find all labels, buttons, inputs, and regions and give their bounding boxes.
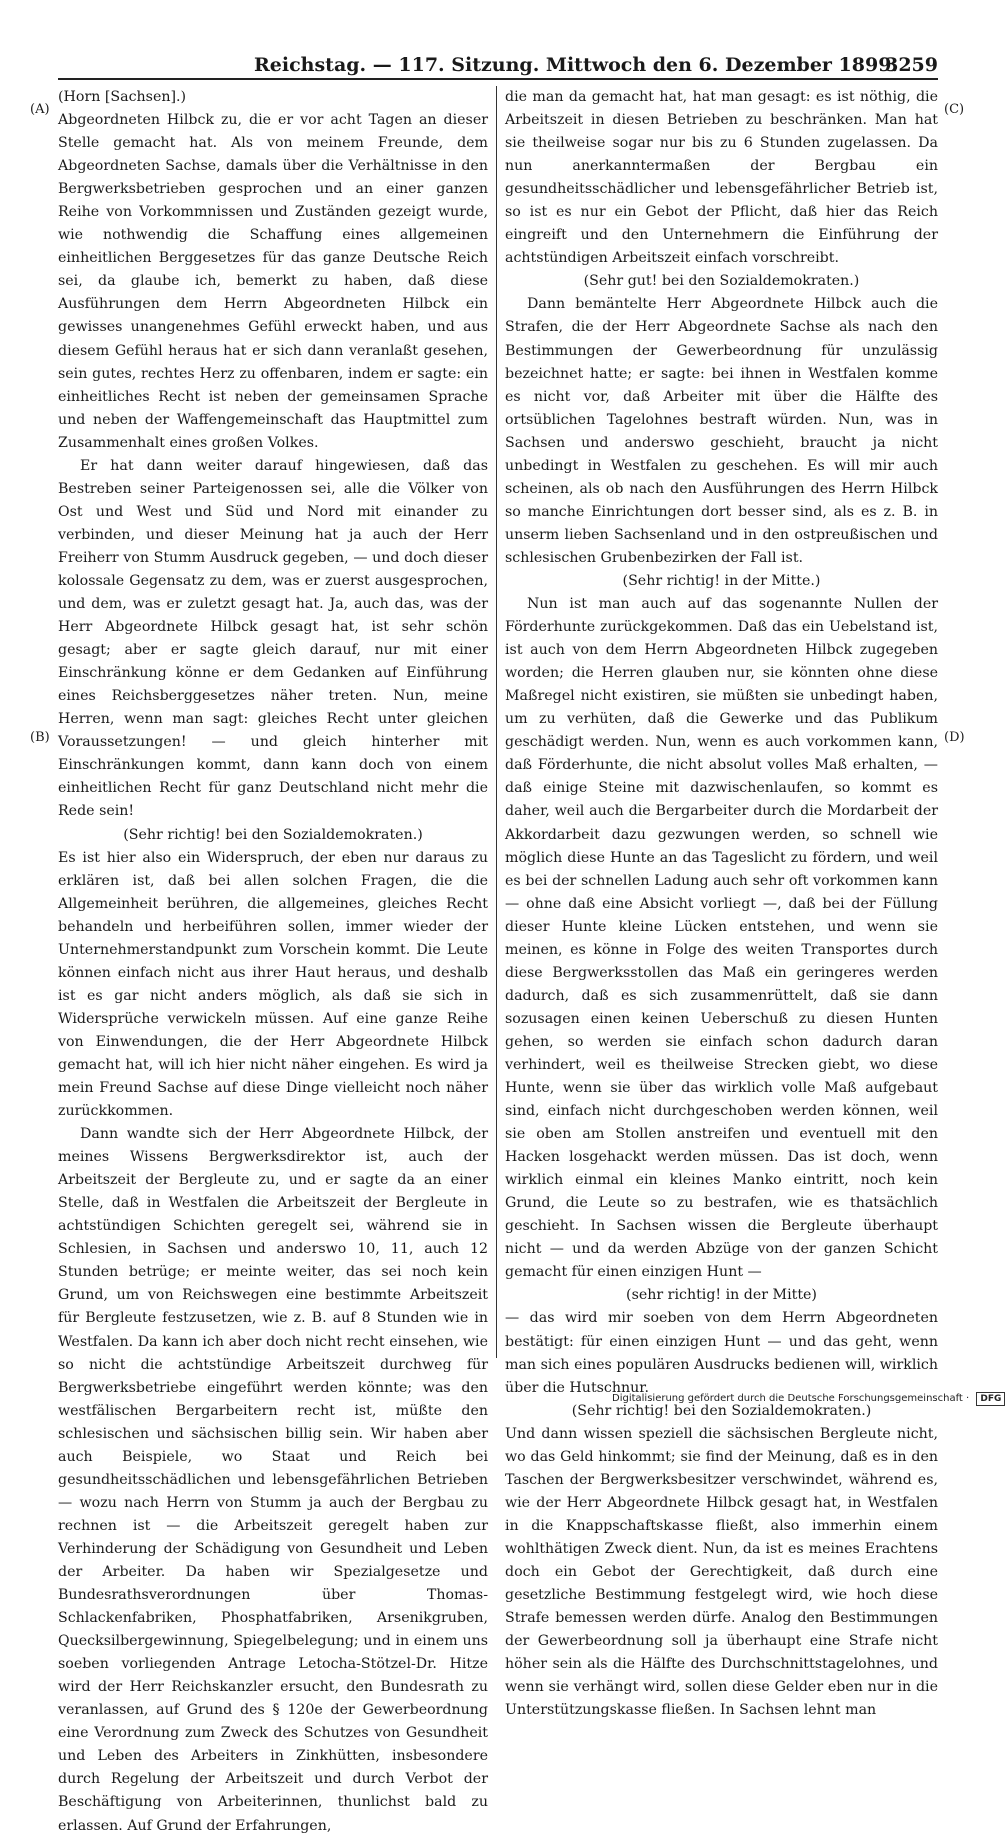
interjection: (Sehr richtig! bei den Sozialdemokraten.) bbox=[123, 826, 423, 843]
interjection: (Sehr richtig! in der Mitte.) bbox=[622, 572, 821, 589]
page-number: 3259 bbox=[885, 54, 938, 76]
paragraph: Nun ist man auch auf das sogenannte Nullen der Förderhunte zurückgekommen. Daß das ein Uebelstand ist, ist auch von dem Herrn Abgeordneten Hilbck zugegeben worden; die Herren glauben nur, sie könnten ohne diese Maßregel nicht existiren, sie müßten sie unbedingt haben, um zu verhüten, daß die Gewerke und das Publikum geschädigt werden. Nun, wenn es auch vorkommen kann, daß Förderhunte, die nicht absolut volles Maß erhalten, — daß einige Steine mit dazwischenlaufen, so kommt es daher, weil auch die Bergarbeiter durch die Mordarbeit der Akkordarbeit dazu gezwungen werden, so schnell wie möglich diese Hunte an das Tageslicht zu fördern, und weil es bei der schnellen Ladung auch sehr oft vorkommen kann — ohne daß eine Absicht vorliegt —, daß bei der Füllung dieser Hunte kleine Lücken entstehen, und wenn sie meinen, es könne in Folge des weiten Transportes durch diese Bergwerksstollen das Maß ein geringeres werden dadurch, daß es sich zusammenrüttelt, daß sie dann sozusagen einen keinen Ueberschuß zu diesen Hunten gehen, so werden sie einfach schon dadurch daran verhindert, weil es theilweise Strecken giebt, wo diese Hunte, wenn sie über das wirklich volle Maß aufgebaut sind, einfach nicht durchgeschoben werden können, weil sie oben am Stollen anstreifen und eventuell mit den Hacken losgehackt werden müssen. Das ist doch, wenn wirklich einmal ein kleines Manko eintritt, noch kein Grund, die Leute so zu bestrafen, wie es thatsächlich geschieht. In Sachsen wissen die Bergleute überhaupt nicht — und da werden Abzüge von der ganzen Schicht gemacht für einen einzigen Hunt — bbox=[505, 596, 938, 1281]
page-title: Reichstag. — 117. Sitzung. Mittwoch den 6. Dezember 1899. bbox=[254, 54, 899, 76]
paragraph: Es ist hier also ein Widerspruch, der eben nur daraus zu erklären ist, daß bei allen solchen Fragen, die die Allgemeinheit berühren, die allgemeines, gleiches Recht behandeln und herbeiführen sollen, immer wieder der Unternehmerstandpunkt zum Vorschein kommt. Die Leute können einfach nicht aus ihrer Haut heraus, und deshalb ist es gar nicht anders möglich, als daß sie sich in Widersprüche verwickeln müssen. Auf eine ganze Reihe von Einwendungen, die der Herr Abgeordnete Hilbck gemacht hat, will ich hier nicht näher eingehen. Es wird ja mein Freund Sachse auf diese Dinge vielleicht noch näher zurückkommen. bbox=[58, 849, 488, 1120]
dfg-logo: DFG bbox=[976, 1392, 1005, 1406]
left-column bbox=[58, 86, 488, 1834]
paragraph: Dann bemäntelte Herr Abgeordnete Hilbck auch die Strafen, die der Herr Abgeordnete Sachse als nach den Bestimmungen der Gewerbeordnung für unzulässig bezeichnet hatte; er sagte: bei ihnen in Westfalen komme es nicht vor, daß Arbeiter mit über die Hälfte des ortsüblichen Tagelohnes bestraft würden. Nun, was in Sachsen und anderswo geschieht, braucht ja nicht unbedingt in Westfalen zu geschehen. Es will mir auch scheinen, als ob nach den Ausführungen des Herrn Hilbck so manche Einrichtungen dort besser sind, als es z. B. in unserm lieben Sachsenland und in den ostpreußischen und schlesischen Grubenbezirken der Fall ist. bbox=[505, 296, 938, 566]
interjection: (Sehr richtig! bei den Sozialdemokraten.) bbox=[571, 1402, 872, 1419]
speaker-label: (Horn [Sachsen].) bbox=[58, 89, 187, 105]
header-rule bbox=[58, 78, 938, 80]
paragraph: Abgeordneten Hilbck zu, die er vor acht Tagen an dieser Stelle gemacht hat. Als von meinem Freunde, dem Abgeordneten Sachse, damals über die Verhältnisse in den Bergwerksbetrieben gesprochen und an einer ganzen Reihe von Vorkommnissen und Zuständen gezeigt wurde, wie nothwendig die Schaffung eines allgemeinen einheitlichen Berggesetzes für das ganze Deutsche Reich sei, da glaube ich, bemerkt zu haben, daß diese Ausführungen dem Herrn Abgeordneten Hilbck ein gewisses unangenehmes Gefühl erweckt haben, und aus diesem Gefühl heraus hat er sich dann veranlaßt gesehen, sein gutes, rechtes Herz zu offenbaren, indem er sagte: ein einheitliches Recht ist neben der gemeinsamen Sprache und neben der Waffengemeinschaft das Hauptmittel zum Zusammenhalt eines großen Volkes. bbox=[58, 112, 488, 451]
paragraph: Dann wandte sich der Herr Abgeordnete Hilbck, der meines Wissens Bergwerksdirektor ist, auch der Arbeitszeit der Bergleute zu, und er sagte da an einer Stelle, daß in Westfalen die Arbeitszeit der Bergleute in achtstündigen Schichten geregelt sei, während sie in Schlesien, in Sachsen und anderswo 10, 11, auch 12 Stunden betrüge; er meinte weiter, das sei noch kein Grund, um von Reichswegen eine bestimmte Arbeitszeit für Bergleute festzusetzen, wie z. B. auf 8 Stunden wie in Westfalen. Da kann ich aber doch nicht recht einsehen, wie so nicht die achtstündige Arbeitszeit durchweg für Bergwerksbetriebe eingeführt werden könnte; was den westfälischen Bergarbeitern recht ist, müßte den schlesischen und sächsischen billig sein. Wir haben aber auch Beispiele, wo Staat und Reich bei gesundheitsschädlichen und lebensgefährlichen Betrieben — wozu nach Herrn von Stumm ja auch der Bergbau zu rechnen ist — die Arbeitszeit geregelt haben zur Verhinderung der Schädigung von Gesundheit und Leben der Arbeiter. Da haben wir Spezialgesetze und Bundesrathsverordnungen über Thomas-Schlackenfabriken, Phosphatfabriken, Arsenikgruben, Quecksilbergewinnung, Spiegelbelegung; und in einem uns soeben vorliegenden Antrage Letocha-Stötzel-Dr. Hitze wird der Herr Reichskanzler ersucht, den Bundesrath zu veranlassen, auf Grund des § 120e der Gewerbeordnung eine Verordnung zum Zweck des Schutzes von Gesundheit und Leben des Arbeiters in Zinkhütten, insbesondere durch Regelung der Arbeitszeit und durch Verbot der Beschäftigung von Arbeiterinnen, thunlichst bald zu erlassen. Auf Grund der Erfahrungen, bbox=[58, 1126, 488, 1834]
footer-text: Digitalisierung gefördert durch die Deutsche Forschungsgemeinschaft · bbox=[612, 1393, 970, 1404]
paragraph: die man da gemacht hat, hat man gesagt: es ist nöthig, die Arbeitszeit in diesen Betrieben zu beschränken. Man hat sie theilweise sogar nur bis zu 6 Stunden zugelassen. Da nun anerkanntermaßen der Bergbau ein gesundheitsschädlicher und lebensgefährlicher Betrieb ist, so ist es nur ein Gebot der Pflicht, daß hier das Reich eingreift und den Unternehmern die Einführung der achtstündigen Arbeitszeit einfach vorschreibt. bbox=[505, 89, 938, 267]
paragraph: — das wird mir soeben von dem Herrn Abgeordneten bestätigt: für einen einzigen Hunt — und das geht, wenn man sich eines populären Ausdrucks bedienen will, wirklich über die Hutschnur. bbox=[505, 1310, 938, 1396]
interjection: (sehr richtig! in der Mitte) bbox=[626, 1287, 817, 1304]
paragraph: Er hat dann weiter darauf hingewiesen, daß das Bestreben seiner Parteigenossen sei, alle die Völker von Ost und West und Süd und Nord mit einander zu verbinden, und dieser Meinung hat ja auch der Herr Freiherr von Stumm Ausdruck gegeben, — und doch dieser kolossale Gegensatz zu dem, was er zuerst ausgesprochen, und dem, was er zuletzt gesagt hat. Ja, auch das, was der Herr Abgeordnete Hilbck gesagt hat, ist sehr schön gesagt; aber er sagte gleich darauf, nur mit einer Einschränkung könne er dem Gedanken auf Einführung eines Reichsberggesetzes näher treten. Nun, meine Herren, wenn man sagt: gleiches Recht unter gleichen Voraussetzungen! — und gleich hinterher mit Einschränkungen kommt, dann kann doch von einem einheitlichen Recht für ganz Deutschland nicht mehr die Rede sein! bbox=[58, 457, 488, 820]
interjection: (Sehr gut! bei den Sozialdemokraten.) bbox=[583, 273, 860, 290]
digitization-footer bbox=[612, 1392, 1005, 1406]
page-header bbox=[58, 54, 938, 80]
margin-mark-c: (C) bbox=[944, 102, 965, 117]
margin-mark-d: (D) bbox=[944, 730, 965, 745]
column-divider bbox=[496, 86, 497, 1358]
paragraph: Und dann wissen speziell die sächsischen Bergleute nicht, wo das Geld hinkommt; sie find der Meinung, daß es in den Taschen der Bergwerksbesitzer verschwindet, während es, wie der Herr Abgeordnete Hilbck gesagt hat, in Westfalen in die Knappschaftskasse fließt, also immerhin einem wohlthätigen Zweck dient. Nun, da ist es meines Erachtens doch ein Gebot der Gerechtigkeit, daß durch eine gesetzliche Bestimmung festgelegt wird, wie hoch diese Strafe bemessen werden dürfe. Analog den Bestimmungen der Gewerbeordnung soll ja überhaupt eine Strafe nicht höher sein als die Hälfte des Durchschnittstagelohnes, und wenn sie verhängt wird, sollen diese Gelder eben nur in die Unterstützungskasse fließen. In Sachsen lehnt man bbox=[505, 1425, 938, 1719]
margin-mark-a: (A) bbox=[30, 102, 50, 117]
margin-mark-b: (B) bbox=[30, 730, 50, 745]
